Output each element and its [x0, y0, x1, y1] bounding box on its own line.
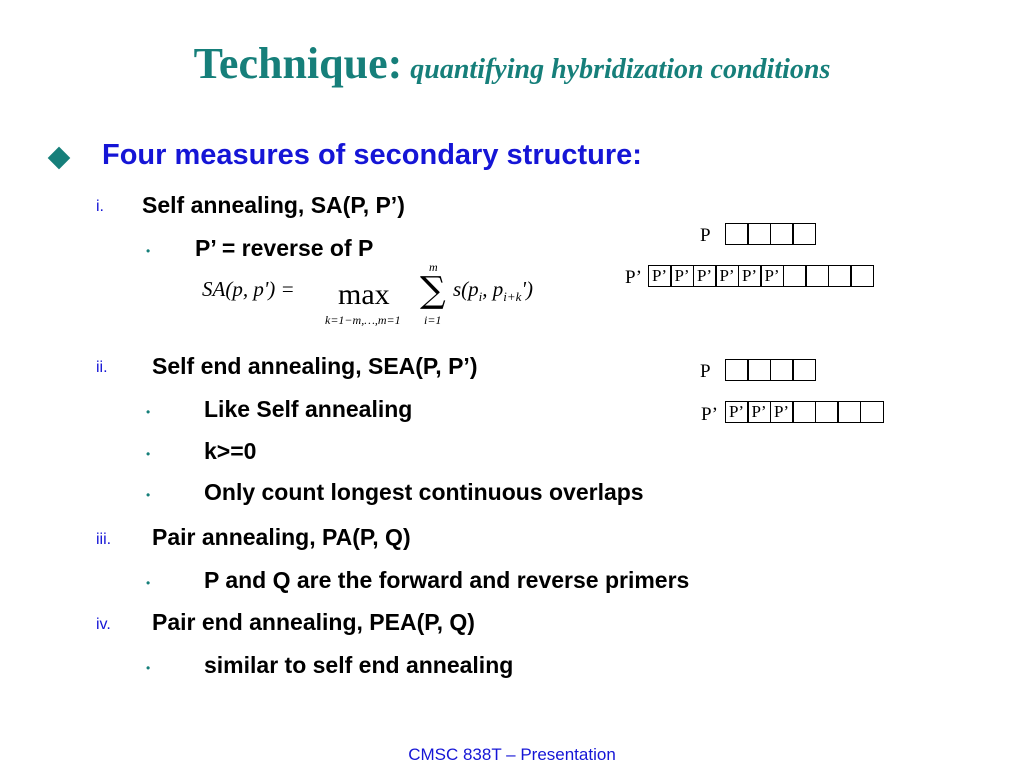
- slide-footer: CMSC 838T – Presentation: [408, 745, 616, 764]
- bullet-dot-icon: •: [146, 661, 151, 675]
- diagram2-p-row: [726, 359, 816, 381]
- title-subtitle: quantifying hybridization conditions: [410, 54, 831, 85]
- cell-label: P’: [670, 265, 694, 287]
- sub-item: P’ = reverse of P: [195, 235, 374, 261]
- item-number: ii.: [96, 359, 108, 376]
- cell-label: P’: [715, 265, 739, 287]
- sub-item: Only count longest continuous overlaps: [204, 479, 644, 505]
- item-number: i.: [96, 198, 104, 215]
- bullet-dot-icon: •: [146, 447, 151, 461]
- item-number: iv.: [96, 616, 111, 633]
- formula-sum-lower: i=1: [424, 313, 442, 327]
- bullet-dot-icon: •: [146, 576, 151, 590]
- cell-label: P’: [738, 265, 762, 287]
- bullet-dot-icon: •: [146, 488, 151, 502]
- section-heading: Four measures of secondary structure:: [102, 139, 642, 171]
- cell-label: P’: [648, 265, 672, 287]
- sa-formula: [200, 258, 580, 330]
- sub-item: Like Self annealing: [204, 396, 413, 422]
- formula-max: max: [338, 278, 390, 311]
- item-pair-annealing: Pair annealing, PA(P, Q): [152, 524, 411, 550]
- sigma-icon: ∑: [420, 270, 446, 311]
- cell-label: P’: [725, 401, 749, 423]
- diagram2-pp-label: P’: [701, 404, 718, 425]
- cell-label: P’: [770, 401, 794, 423]
- formula-lhs: SA(p, p') =: [202, 277, 295, 301]
- item-self-annealing: Self annealing, SA(P, P’): [142, 192, 405, 218]
- sub-item: k>=0: [204, 438, 257, 464]
- bullet-dot-icon: •: [146, 244, 151, 258]
- diagram1-pp-row: [649, 265, 874, 287]
- diagram1-p-label: P: [700, 225, 711, 246]
- cell-label: P’: [747, 401, 771, 423]
- title-main: Technique:: [193, 39, 403, 88]
- diagram2-pp-row: [726, 401, 884, 423]
- sub-item: similar to self end annealing: [204, 652, 514, 678]
- formula-max-subscript: k=1−m,…,m=1: [325, 313, 401, 327]
- diagram1-p-row: [726, 223, 816, 245]
- formula-term: $s(p_i$, $p_{i+k}'$): [453, 277, 533, 304]
- item-self-end-annealing: Self end annealing, SEA(P, P’): [152, 353, 478, 379]
- formula-sum-upper: m: [429, 260, 438, 274]
- cell-label: P’: [760, 265, 784, 287]
- sub-item: P and Q are the forward and reverse primers: [204, 567, 690, 593]
- diagram2-p-label: P: [700, 361, 711, 382]
- cell-label: P’: [693, 265, 717, 287]
- item-number: iii.: [96, 531, 112, 548]
- slide-title: [0, 38, 1024, 89]
- item-pair-end-annealing: Pair end annealing, PEA(P, Q): [152, 609, 475, 635]
- diamond-bullet-icon: [48, 147, 71, 170]
- diagram1-pp-label: P’: [625, 267, 642, 288]
- bullet-dot-icon: •: [146, 405, 151, 419]
